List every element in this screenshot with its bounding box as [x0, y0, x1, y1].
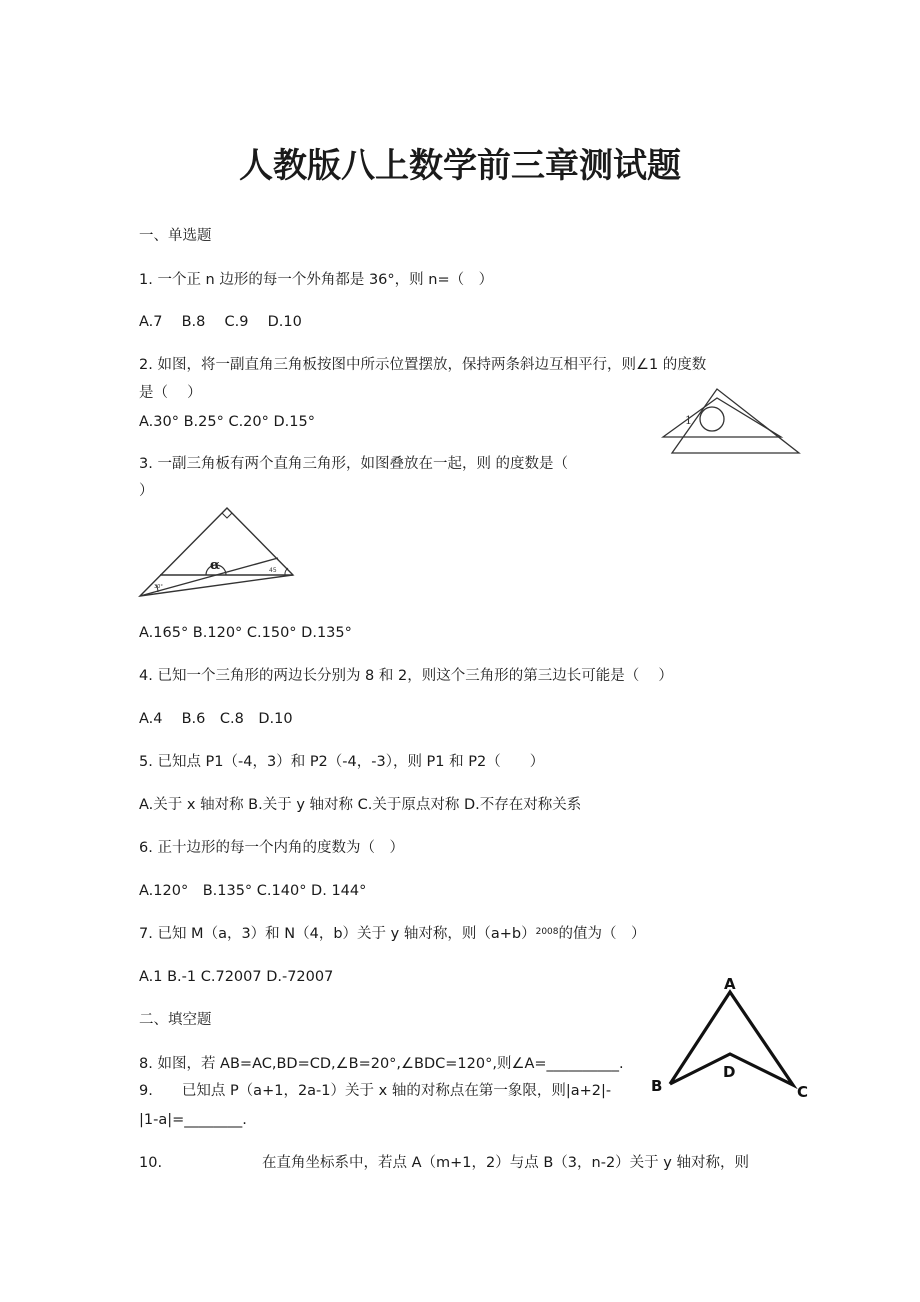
- question-7: [139, 924, 646, 944]
- question-4-options: A.4 B.6 C.8 D.10: [139, 711, 293, 727]
- question-3-line2: ）: [139, 483, 154, 499]
- question-8-label-a: A: [724, 975, 736, 993]
- question-2-figure: [660, 378, 805, 458]
- page-title: 人教版八上数学前三章测试题: [239, 146, 681, 186]
- question-10-number: 10.: [139, 1155, 163, 1171]
- question-10-text: 在直角坐标系中，若点 A（m+1，2）与点 B（3，n-2）关于 y 轴对称，则: [262, 1155, 749, 1171]
- question-6-options: A.120° B.135° C.140° D. 144°: [139, 883, 367, 899]
- question-3-alpha-label: α: [210, 558, 221, 573]
- question-6: 6. 正十边形的每一个内角的度数为（ ）: [139, 840, 404, 856]
- question-8-label-b: B: [651, 1077, 663, 1095]
- question-3-30-label: 30°: [154, 584, 163, 590]
- question-1: 1. 一个正 n 边形的每一个外角都是 36°，则 n=（ ）: [139, 272, 494, 288]
- question-7-text-b: 的值为（ ）: [558, 926, 646, 942]
- question-2-line2: 是（ ）: [139, 385, 202, 401]
- question-4: 4. 已知一个三角形的两边长分别为 8 和 2，则这个三角形的第三边长可能是（ ）: [139, 668, 673, 684]
- question-8-figure: [648, 972, 818, 1102]
- question-7-options: A.1 B.-1 C.72007 D.-72007: [139, 969, 334, 985]
- question-8: 8. 如图，若 AB=AC,BD=CD,∠B=20°,∠BDC=120°,则∠A=__________.: [139, 1056, 624, 1072]
- question-8-label-d: D: [723, 1063, 736, 1081]
- question-3-options: A.165° B.120° C.150° D.135°: [139, 625, 352, 641]
- question-1-options: A.7 B.8 C.9 D.10: [139, 314, 302, 330]
- section-heading-single-choice: 一、单选题: [139, 228, 212, 244]
- question-3-45-label: 45: [269, 567, 277, 574]
- question-5: 5. 已知点 P1（-4，3）和 P2（-4，-3），则 P1 和 P2（ ）: [139, 754, 545, 770]
- question-8-label-c: C: [797, 1083, 809, 1101]
- question-7-text-a: 7. 已知 M（a，3）和 N（4，b）关于 y 轴对称，则（a+b）: [139, 926, 536, 942]
- question-7-exponent: 2008: [535, 927, 559, 937]
- question-2-options: A.30° B.25° C.20° D.15°: [139, 414, 315, 430]
- question-3-line1: 3. 一副三角板有两个直角三角形，如图叠放在一起，则 的度数是（: [139, 456, 569, 472]
- question-9-line2: |1-a|=________.: [139, 1112, 247, 1128]
- section-heading-fill-in: 二、填空题: [139, 1012, 212, 1028]
- question-9-line1: 9. 已知点 P（a+1，2a-1）关于 x 轴的对称点在第一象限，则|a+2|-: [139, 1083, 612, 1099]
- question-2-line1: 2. 如图，将一副直角三角板按图中所示位置摆放，保持两条斜边互相平行，则∠1 的度数: [139, 357, 707, 373]
- question-2-angle-label: 1: [685, 414, 692, 427]
- question-3-figure: [138, 505, 298, 600]
- question-5-options: A.关于 x 轴对称 B.关于 y 轴对称 C.关于原点对称 D.不存在对称关系: [139, 797, 582, 813]
